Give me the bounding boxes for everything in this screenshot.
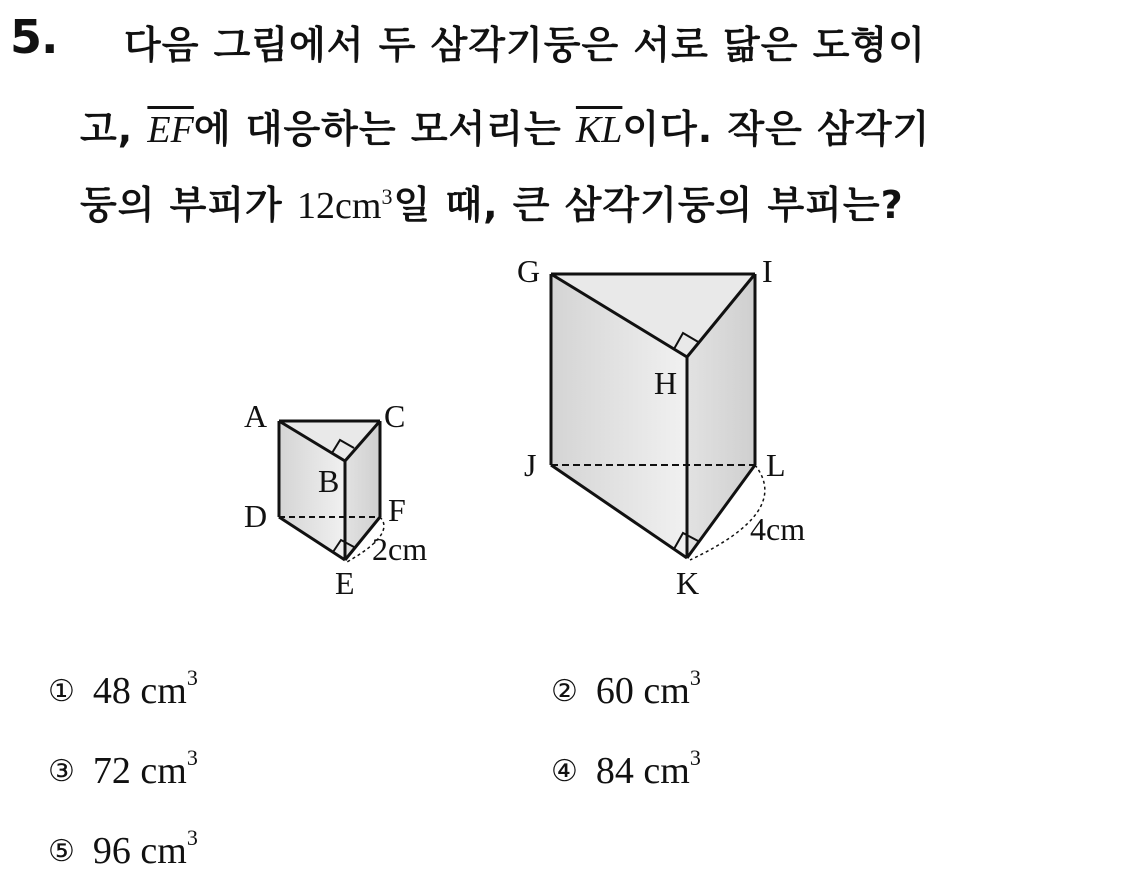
option-4[interactable]: [551, 745, 701, 793]
question-text: 에 대응하는 모서리는: [193, 107, 562, 151]
vertex-label-k: K: [676, 565, 700, 601]
option-unit: cm: [140, 670, 187, 712]
option-2[interactable]: [551, 665, 701, 713]
option-unit: cm: [643, 670, 690, 712]
question-text: 이다. 작은 삼각기: [622, 107, 931, 151]
option-mark: ⑤: [48, 834, 75, 869]
option-mark: ②: [551, 674, 578, 709]
option-value: 72: [92, 750, 131, 792]
vertex-label-g: G: [517, 253, 541, 289]
vertex-label-h: H: [654, 365, 678, 401]
option-1[interactable]: [48, 665, 198, 713]
vertex-label-e: E: [335, 565, 355, 601]
option-5[interactable]: [48, 825, 198, 873]
option-mark: ①: [48, 674, 75, 709]
segment-ef: $\overline{EF}$: [147, 109, 194, 151]
question-text: 고,: [80, 107, 134, 151]
edge-length-label-large: 4cm: [750, 511, 806, 547]
option-unit: cm: [140, 830, 187, 872]
option-value: 48: [92, 670, 131, 712]
question-text: 둥의 부피가: [80, 183, 283, 227]
option-exponent: 3: [186, 825, 198, 850]
edge-length-label-small: 2cm: [372, 531, 428, 567]
vertex-label-i: I: [762, 253, 773, 289]
option-exponent: 3: [186, 745, 198, 770]
small-prism: [244, 398, 427, 601]
segment-kl: $\overline{KL}$: [575, 109, 623, 151]
vertex-label-c: C: [384, 398, 406, 434]
vertex-label-f: F: [388, 492, 406, 528]
vertex-label-j: J: [524, 447, 537, 483]
option-value: 60: [595, 670, 634, 712]
option-mark: ④: [551, 754, 578, 789]
large-prism: [517, 253, 805, 601]
question-text: 일 때, 큰 삼각기둥의 부피는?: [393, 183, 904, 227]
option-exponent: 3: [689, 665, 701, 690]
option-unit: cm: [140, 750, 187, 792]
question-line-1: 다음 그림에서 두 삼각기둥은 서로 닮은 도형이: [124, 23, 926, 67]
volume-exponent: 3: [381, 184, 394, 209]
option-exponent: 3: [186, 665, 198, 690]
option-unit: cm: [643, 750, 690, 792]
option-exponent: 3: [689, 745, 701, 770]
option-mark: ③: [48, 754, 75, 789]
volume-value: 12: [297, 185, 336, 227]
volume-unit: cm: [335, 185, 382, 227]
vertex-label-l: L: [766, 447, 786, 483]
question-number: 5.: [10, 10, 58, 64]
option-value: 84: [595, 750, 634, 792]
vertex-label-d: D: [244, 498, 268, 534]
vertex-label-a: A: [244, 398, 268, 434]
vertex-label-b: B: [318, 463, 340, 499]
option-value: 96: [92, 830, 131, 872]
option-3[interactable]: [48, 745, 198, 793]
